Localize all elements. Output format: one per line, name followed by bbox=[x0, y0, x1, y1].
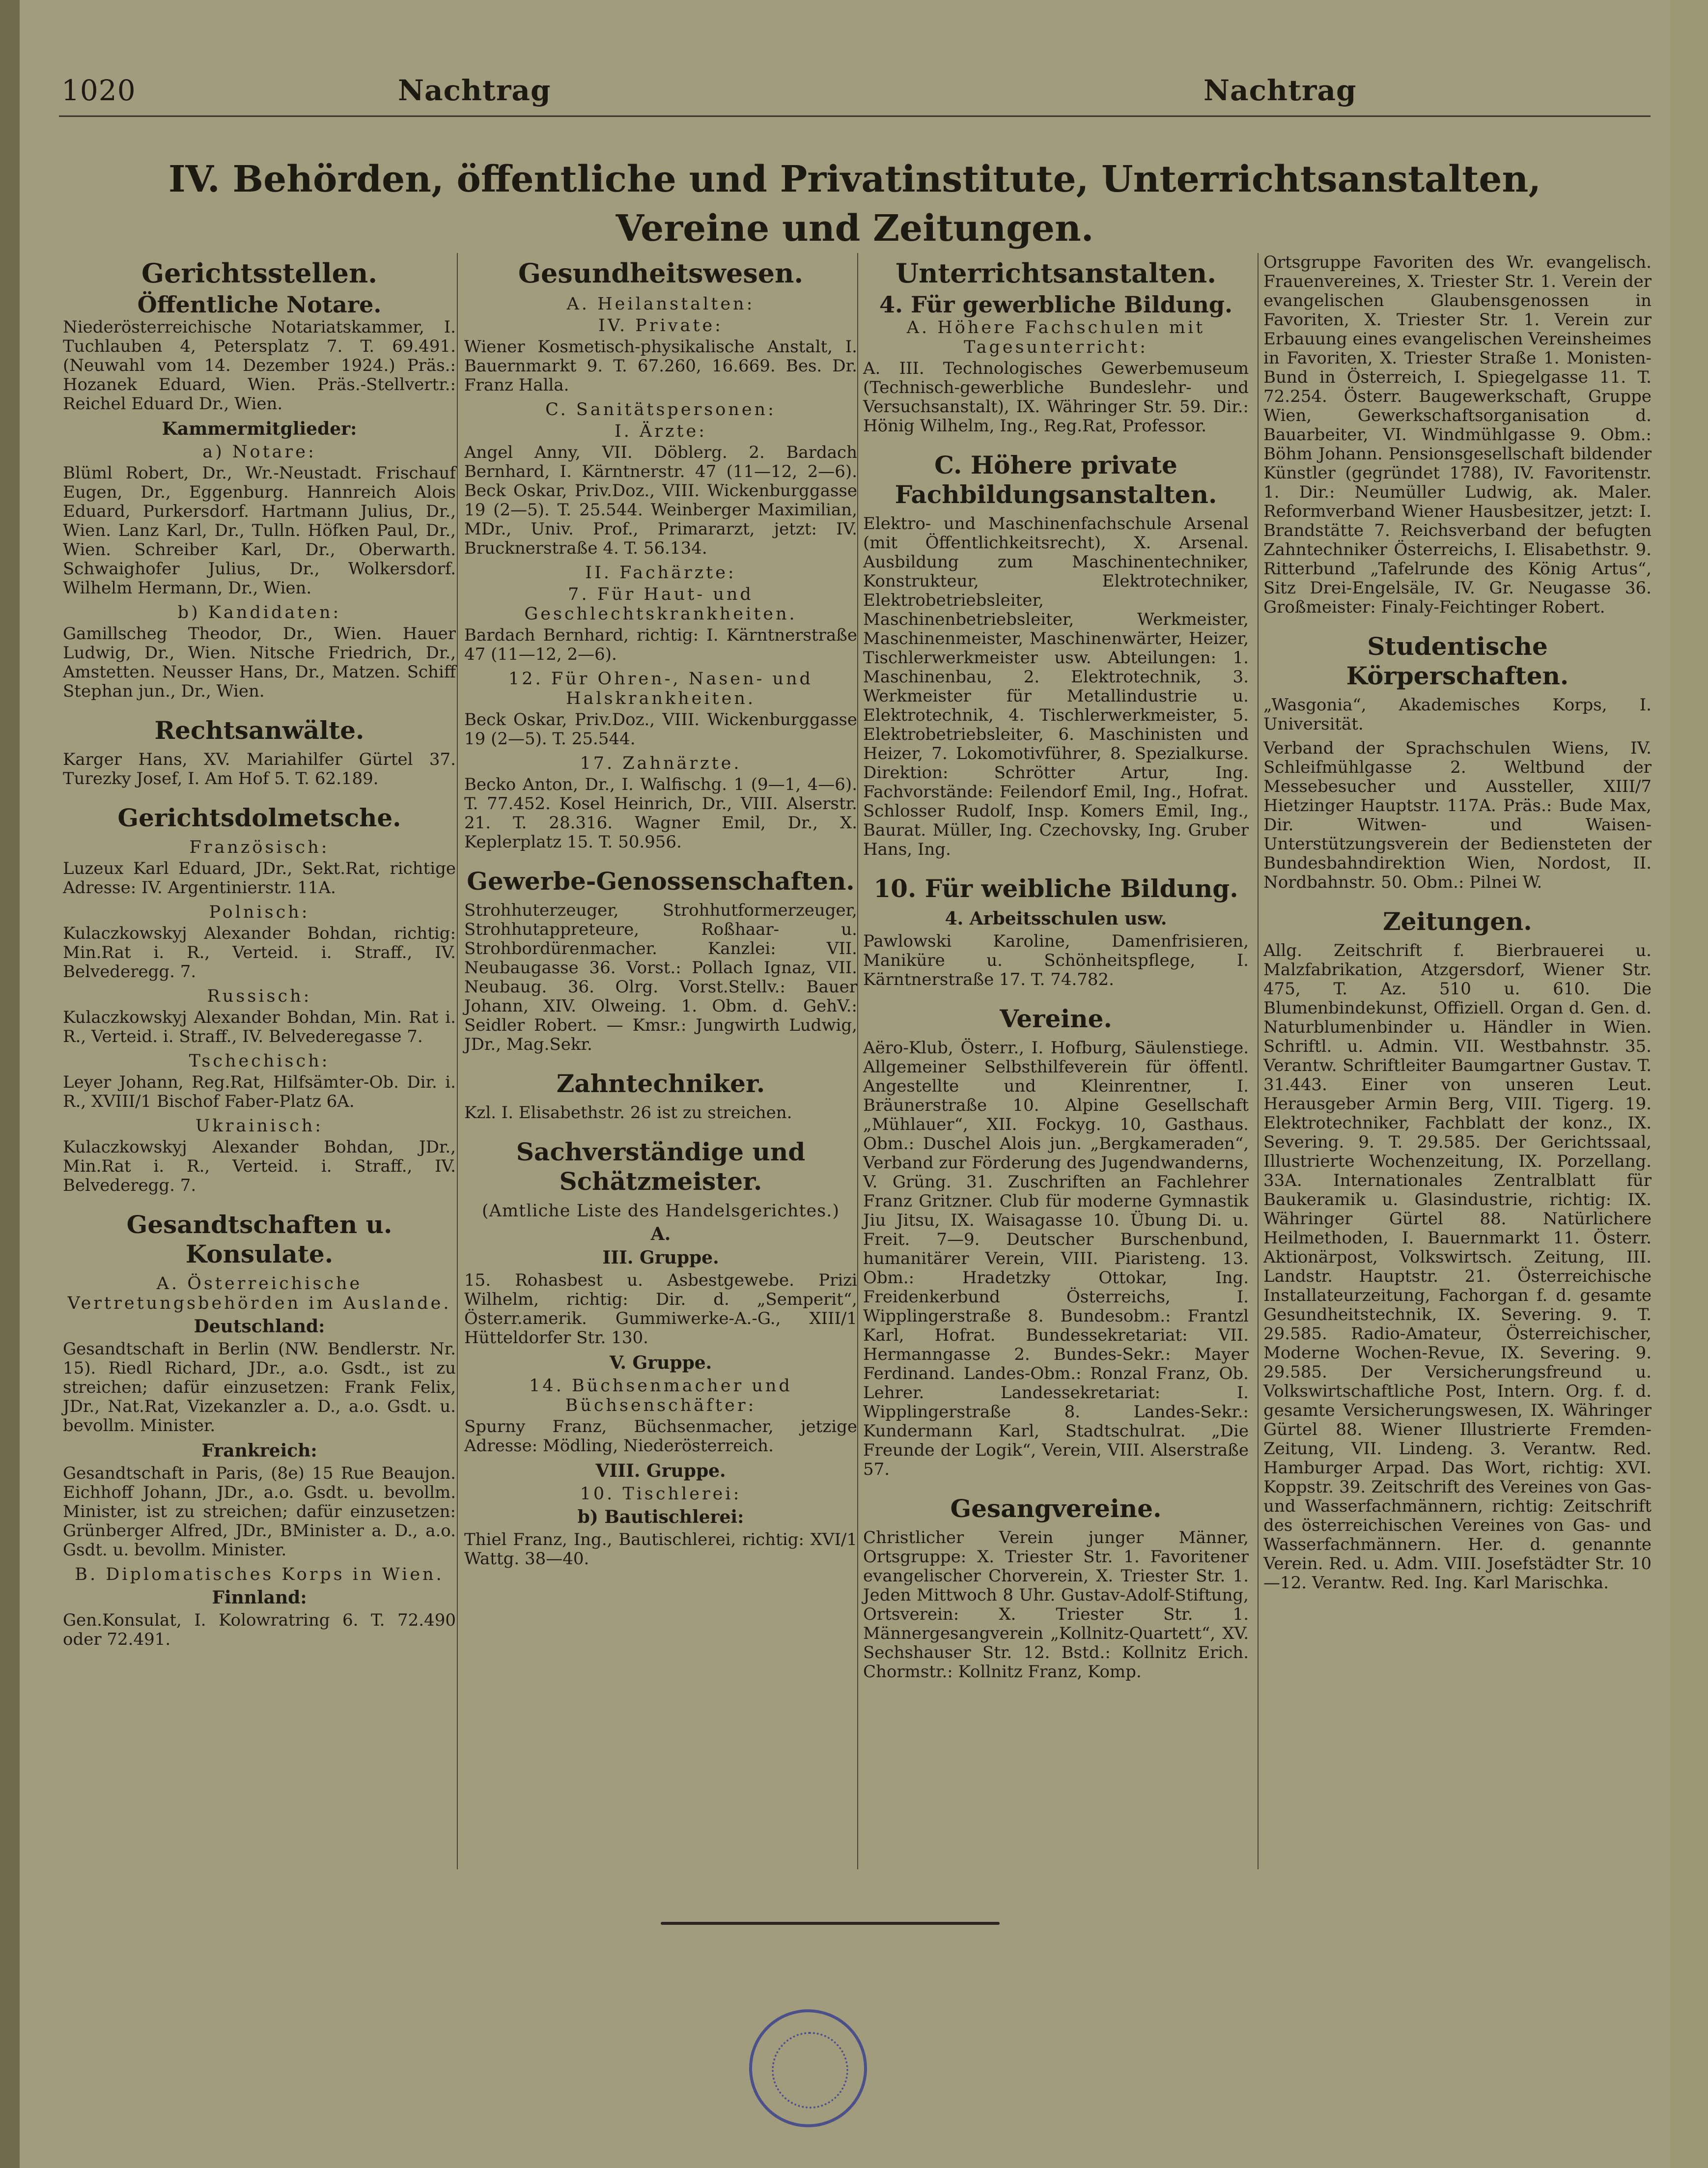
entry-pawlowski: Pawlowski Karoline, Damenfrisieren, Maniküre u. Schönheitspflege, I. Kärntnerstraße 17. T. 74.782. bbox=[863, 931, 1249, 989]
heading-hoehere-private: C. Höhere private Fachbildungsanstalten. bbox=[895, 450, 1217, 509]
entry-zahntechniker: Kzl. I. Elisabethstr. 26 ist zu streichen. bbox=[464, 1103, 792, 1123]
heading-gerichtsdolmetsche: Gerichtsdolmetsche. bbox=[117, 803, 401, 832]
subheading-ohren: 12. Für Ohren-, Nasen- und Halskrankheiten. bbox=[508, 669, 813, 708]
heading-zeitungen: Zeitungen. bbox=[1383, 907, 1532, 936]
list-verbaende: Verband der Sprachschulen Wiens, IV. Schleifmühlgasse 2. Weltbund der Messebesucher und Aussteller, XIII/7 Hietzinger Hauptstr. 117A. Präs.: Bude Max, Dir. Witwen- und Waisen-Unterstützungsverein der Bediensteten der Bundesbahndirektion Wien, Nordost, II. Nordbahnstr. 50. Obm.: Pilnei W. bbox=[1263, 738, 1652, 892]
list-aerzte: Angel Anny, VII. Döblerg. 2. Bardach Bernhard, I. Kärntnerstr. 47 (11—12, 2—6). Beck Oskar, Priv.Doz., VIII. Wickenburggasse 19 (2—5). T. 25.544. Weinberger Maximilian, MDr., Univ. Prof., Primararzt, jetzt: IV. Brucknerstraße 4. T. 56.134. bbox=[464, 443, 857, 558]
entry-elektrofachschule: Elektro- und Maschinenfachschule Arsenal (mit Öffentlichkeitsrecht), X. Arsenal. Ausbildung zum Maschinentechniker, Konstrukteur, Elektrotechniker, Elektrobetriebsleiter, Maschinenbetriebsleiter, Werkmeister, Maschinenmeister, Maschinenwärter, Heizer, Tischlerwerkmeister usw. Abteilungen: 1. Maschinenbau, 2. Elektrotechnik, 3. Werkmeister für Metallindustrie u. Elektrotechnik, 4. Tischlerwerkmeister, 5. Elektrobetriebsleiter, 6. Maschinisten und Heizer, 7. Lokomotivführer, 8. Spezialkurse. Direktion: Schrötter Artur, Ing. Fachvorstände: Feilendorf Emil, Ing., Hofrat. Schlosser Rudolf, Insp. Komers Emil, Ing., Baurat. Müller, Ing. Czechovsky, Ing. Gruber Hans, Ing. bbox=[863, 514, 1249, 859]
subheading-private: IV. Private: bbox=[598, 316, 723, 336]
entry-polnisch: Kulaczkowskyj Alexander Bohdan, richtig: Min.Rat i. R., Verteid. i. Straff., IV. Belvederegg. 7. bbox=[63, 924, 456, 982]
column-3 bbox=[863, 253, 1249, 1687]
subheading-tischlerei: 10. Tischlerei: bbox=[580, 1484, 742, 1504]
column-rule-2 bbox=[857, 253, 858, 1869]
list-zeitungen: Allg. Zeitschrift f. Bierbrauerei u. Malzfabrikation, Atzgersdorf, Wiener Str. 475, T. Az. 510 u. 610. Die Blumenbindekunst, Offiziell. Organ d. Gen. d. Naturblumenbinder u. Händler in Wien. Schriftl. u. Admin. VII. Westbahnstr. 35. Verantw. Schriftleiter Baumgartner Gustav. T. 31.443. Einer von unseren Leut. Herausgeber Armin Berg, VIII. Tigerg. 19. Elektrotechniker, Fachblatt der konz., IX. Severing. 9. T. 29.585. Der Gerichtssaal, Illustrierte Wochenzeitung, IX. Porzellang. 33A. Internationales Zentralblatt für Baukeramik u. Glasindustrie, richtig: IX. Währinger Gürtel 88. Natürlichere Heilmethoden, I. Bauernmarkt 11. Österr. Aktionärpost, Volkswirtsch. Zeitung, III. Landstr. Hauptstr. 21. Österreichische Installateurzeitung, Fachorgan f. d. gesamte Gesundheitstechnik, IX. Severing. 9. T. 29.585. Radio-Amateur, Österreichischer, Moderne Wochen-Revue, IX. Severing. 9. 29.585. Der Versicherungsfreund u. Volkswirtschaftliche Post, Intern. Org. f. d. gesamte Versicherungswesen, IX. Währinger Gürtel 88. Wiener Illustrierte Fremden-Zeitung, VII. Lindeng. 3. Verantw. Red. Hamburger Arpad. Das Wort, richtig: XVI. Koppstr. 39. Zeitschrift des Vereines von Gas- und Wasserfachmännern, richtig: Zeitschrift des österreichischen Vereines von Gas- und Wasserfachmännern. Her. d. genannte Verein. Red. u. Adm. VIII. Josefstädter Str. 10—12. Verantw. Red. Ing. Karl Marischka. bbox=[1263, 941, 1652, 1593]
end-rule bbox=[661, 1922, 1000, 1925]
subheading-bautischlerei: b) Bautischlerei: bbox=[577, 1507, 744, 1527]
heading-notare: Öffentliche Notare. bbox=[137, 291, 382, 318]
column-rule-3 bbox=[1258, 253, 1259, 1869]
entry-russisch: Kulaczkowskyj Alexander Bohdan, Min. Rat i. R., Verteid. i. Straff., IV. Belvederegasse 7. bbox=[63, 1008, 456, 1046]
subheading-A: A. bbox=[650, 1224, 671, 1244]
subheading-franzoesisch: Französisch: bbox=[189, 838, 330, 857]
subheading-haut: 7. Für Haut- und Geschlechtskrankheiten. bbox=[524, 585, 797, 624]
column-1 bbox=[63, 253, 456, 1654]
subheading-buechsenmacher: 14. Büchsenmacher und Büchsenschäfter: bbox=[529, 1376, 792, 1415]
subheading-ukrainisch: Ukrainisch: bbox=[195, 1116, 324, 1136]
page-number: 1020 bbox=[61, 74, 136, 107]
subheading-diplomatisches-korps: B. Diplomatisches Korps in Wien. bbox=[75, 1565, 444, 1584]
column-rule-1 bbox=[457, 253, 458, 1869]
list-rechtsanwaelte: Karger Hans, XV. Mariahilfer Gürtel 37. Turezky Josef, I. Am Hof 5. T. 62.189. bbox=[63, 750, 456, 788]
entry-gewerbemuseum: A. III. Technologisches Gewerbemuseum (Technisch-gewerbliche Bundeslehr- und Versuchsanstalt), IX. Währinger Str. 59. Dir.: Hönig Wilhelm, Ing., Reg.Rat, Professor. bbox=[863, 359, 1249, 436]
subheading-fachaerzte: II. Fachärzte: bbox=[585, 563, 736, 583]
subheading-notare: a) Notare: bbox=[202, 442, 316, 462]
list-kandidaten: Gamillscheg Theodor, Dr., Wien. Hauer Ludwig, Dr., Wien. Nitsche Friedrich, Dr., Amstetten. Neusser Hans, Dr., Matzen. Schiff Stephan jun., Dr., Wien. bbox=[63, 624, 456, 701]
list-vereine-continued: Ortsgruppe Favoriten des Wr. evangelisch. Frauenvereines, X. Triester Str. 1. Verein der evangelischen Glaubensgenossen in Favoriten, X. Triester Str. 1. Verein zur Erbauung eines evangelischen Vereinsheimes in Favoriten, X. Triester Straße 1. Monisten-Bund in Österreich, I. Spiegelgasse 11. T. 72.254. Österr. Baugewerkschaft, Gruppe Wien, Gewerkschaftsorganisation d. Bauarbeiter, VI. Windmühlgasse 9. Obm.: Böhm Johann. Pensionsgesellschaft bildender Künstler (gegründet 1788), IV. Favoritenstr. 1. Dir.: Neumüller Ludwig, ak. Maler. Reformverband Wiener Hausbesitzer, jetzt: I. Brandstätte 7. Reichsverband der befugten Zahntechniker Österreichs, I. Elisabethstr. 9. Ritterbund „Tafelrunde des König Artus“, Sitz Drei-Engelsäle, IV. Gr. Neugasse 36. Großmeister: Finaly-Feichtinger Robert. bbox=[1263, 253, 1652, 617]
column-2 bbox=[464, 253, 857, 1574]
entry-haut: Bardach Bernhard, richtig: I. Kärntnerstraße 47 (11—12, 2—6). bbox=[464, 625, 857, 664]
subheading-arbeitsschulen: 4. Arbeitsschulen usw. bbox=[945, 908, 1167, 929]
list-notare: Blüml Robert, Dr., Wr.-Neustadt. Frischauf Eugen, Dr., Eggenburg. Hannreich Alois Eduard, Purkersdorf. Hartmann Julius, Dr., Wien. Lanz Karl, Dr., Tulln. Höfken Paul, Dr., Wien. Schreiber Karl, Dr., Oberwarth. Schwaighofer Julius, Dr., Wolkersdorf. Wilhelm Hermann, Dr., Wien. bbox=[63, 463, 456, 598]
heading-unterrichtsanstalten: Unterrichtsanstalten. bbox=[895, 257, 1216, 289]
subheading-aerzte: I. Ärzte: bbox=[614, 422, 707, 441]
subheading-oesterr-vertretung: A. Österreichische Vertretungsbehörden im Auslande. bbox=[67, 1274, 451, 1313]
heading-gerichtsstellen: Gerichtsstellen. bbox=[141, 257, 378, 289]
subheading-frankreich: Frankreich: bbox=[201, 1440, 317, 1461]
section-title: IV. Behörden, öffentliche und Privatinstitute, Unterrichtsanstalten, Vereine und Zeitungen. bbox=[168, 158, 1541, 250]
subheading-russisch: Russisch: bbox=[207, 986, 312, 1006]
subheading-gruppe-VIII: VIII. Gruppe. bbox=[595, 1461, 726, 1481]
heading-gesundheitswesen: Gesundheitswesen. bbox=[518, 257, 804, 289]
subheading-gruppe-V: V. Gruppe. bbox=[609, 1352, 712, 1373]
entry-notariatskammer: Niederösterreichische Notariatskammer, I. Tuchlauben 4, Petersplatz 7. T. 69.491. (Neuwahl vom 14. Dezember 1924.) Präs.: Hozanek Eduard, Wien. Präs.-Stellvertr.: Reichel Eduard Dr., Wien. bbox=[63, 317, 456, 414]
page-edge bbox=[1670, 0, 1708, 2168]
heading-vereine: Vereine. bbox=[1000, 1004, 1112, 1033]
heading-gewerbe-genossenschaften: Gewerbe-Genossenschaften. bbox=[467, 867, 855, 896]
heading-gesandtschaften: Gesandtschaften u. Konsulate. bbox=[126, 1210, 392, 1268]
list-zahnaerzte: Becko Anton, Dr., I. Walfischg. 1 (9—1, 4—6). T. 77.452. Kosel Heinrich, Dr., VIII. Alserstr. 21. T. 28.316. Wagner Emil, Dr., X. Keplerplatz 15. T. 50.956. bbox=[464, 775, 857, 852]
subheading-tschechisch: Tschechisch: bbox=[189, 1051, 330, 1071]
entry-kosmetisch: Wiener Kosmetisch-physikalische Anstalt, I. Bauernmarkt 9. T. 67.260, 16.669. Bes. Dr. Franz Halla. bbox=[464, 337, 857, 395]
subheading-heilanstalten: A. Heilanstalten: bbox=[566, 294, 755, 314]
entry-frankreich: Gesandtschaft in Paris, (8e) 15 Rue Beaujon. Eichhoff Johann, JDr., a.o. Gsdt. u. bevollm. Minister, ist zu streichen; dafür einzusetzen: Grünberger Alfred, JDr., BMinister a. D., a.o. Gsdt. u. bevollm. Minister. bbox=[63, 1464, 456, 1560]
subheading-kandidaten: b) Kandidaten: bbox=[177, 603, 341, 622]
entry-finnland: Gen.Konsulat, I. Kolowratring 6. T. 72.490 oder 72.491. bbox=[63, 1610, 456, 1649]
entry-deutschland: Gesandtschaft in Berlin (NW. Bendlerstr. Nr. 15). Riedl Richard, JDr., a.o. Gsdt., ist zu streichen; dafür einzusetzen: Frank Felix, JDr., Nat.Rat, Vizekanzler a. D., a.o. Gsdt. u. bevollm. Minister. bbox=[63, 1339, 456, 1436]
heading-studentische-koerperschaften: Studentische Körperschaften. bbox=[1346, 632, 1569, 690]
entry-gruppe-III: 15. Rohasbest u. Asbestgewebe. Prizi Wilhelm, richtig: Dir. d. „Semperit“, Österr.amerik. Gummiwerke-A.-G., XIII/1 Hütteldorfer Str. 130. bbox=[464, 1270, 857, 1348]
entry-tschechisch: Leyer Johann, Reg.Rat, Hilfsämter-Ob. Dir. i. R., XVIII/1 Bischof Faber-Platz 6A. bbox=[63, 1072, 456, 1111]
heading-kammermitglieder: Kammermitglieder: bbox=[162, 419, 357, 439]
heading-weibliche-bildung: 10. Für weibliche Bildung. bbox=[873, 874, 1238, 903]
subheading-sanitaetspersonen: C. Sanitätspersonen: bbox=[545, 400, 776, 420]
entry-gruppe-V: Spurny Franz, Büchsenmacher, jetzige Adresse: Mödling, Niederösterreich. bbox=[464, 1417, 857, 1456]
entry-franzoesisch: Luzeux Karl Eduard, JDr., Sekt.Rat, richtige Adresse: IV. Argentinierstr. 11A. bbox=[63, 859, 456, 898]
subheading-polnisch: Polnisch: bbox=[209, 902, 310, 922]
library-stamp bbox=[749, 2009, 867, 2127]
heading-zahntechniker: Zahntechniker. bbox=[556, 1069, 765, 1098]
running-header-right: Nachtrag bbox=[1204, 74, 1357, 107]
entry-wasgonia: „Wasgonia“, Akademisches Korps, I. Universität. bbox=[1263, 695, 1652, 734]
entry-ukrainisch: Kulaczkowskyj Alexander Bohdan, JDr., Min.Rat i. R., Verteid. i. Straff., IV. Belvederegg. 7. bbox=[63, 1137, 456, 1195]
page-spine bbox=[0, 0, 20, 2168]
entry-ohren: Beck Oskar, Priv.Doz., VIII. Wickenburggasse 19 (2—5). T. 25.544. bbox=[464, 710, 857, 749]
heading-gesangvereine: Gesangvereine. bbox=[950, 1494, 1162, 1523]
subheading-hoehere-fachschulen: A. Höhere Fachschulen mit Tagesunterricht: bbox=[906, 318, 1205, 357]
entry-strohhut: Strohhuterzeuger, Strohhutformerzeuger, Strohhutappreteure, Roßhaar- u. Strohbordürenmacher. Kanzlei: VII. Neubaugasse 36. Vorst.: Pollach Ignaz, VII. Neubaug. 36. Olrg. Vorst.Stellv.: Bauer Johann, XIV. Olweing. 1. Obm. d. GehV.: Seidler Robert. — Kmsr.: Jungwirth Ludwig, JDr., Mag.Sekr. bbox=[464, 901, 857, 1054]
running-header-left: Nachtrag bbox=[398, 74, 551, 107]
list-vereine: Aëro-Klub, Österr., I. Hofburg, Säulenstiege. Allgemeiner Selbsthilfeverein für öffentl. Angestellte und Kleinrentner, I. Bräunerstraße 10. Alpine Gesellschaft „Mühlauer“, XII. Fockyg. 10, Gasthaus. Obm.: Duschel Alois jun. „Bergkameraden“, Verband zur Förderung des Jugendwanderns, V. Grüng. 31. Zuschriften an Fachlehrer Franz Gritzner. Club für moderne Gymnastik Jiu Jitsu, IX. Waisagasse 10. Übung Di. u. Freit. 7—9. Deutscher Burschenbund, humanitärer Verein, VIII. Piaristeng. 13. Obm.: Hradetzky Ottokar, Ing. Freidenkerbund Österreichs, I. Wipplingerstraße 8. Bundesobm.: Frantzl Karl, Hofrat. Bundessekretariat: VII. Hermanngasse 2. Bundes-Sekr.: Mayer Ferdinand. Landes-Obm.: Ronzal Franz, Ob. Lehrer. Landessekretariat: I. Wipplingerstraße 8. Landes-Sekr.: Kundermann Karl, Stadtschulrat. „Die Freunde der Logik“, Verein, VIII. Alserstraße 57. bbox=[863, 1038, 1249, 1479]
header-rule bbox=[59, 115, 1651, 117]
entry-bautischlerei: Thiel Franz, Ing., Bautischlerei, richtig: XVI/1 Wattg. 38—40. bbox=[464, 1530, 857, 1569]
heading-sachverstaendige: Sachverständige und Schätzmeister. bbox=[516, 1137, 806, 1196]
subheading-finnland: Finnland: bbox=[212, 1587, 307, 1608]
list-gesangvereine: Christlicher Verein junger Männer, Ortsgruppe: X. Triester Str. 1. Favoritener evangelischer Chorverein, X. Triester Str. 1. Jeden Mittwoch 8 Uhr. Gustav-Adolf-Stiftung, Ortsverein: X. Triester Str. 1. Männergesangverein „Kollnitz-Quartett“, XV. Sechshauser Str. 12. Bstd.: Kollnitz Erich. Chormstr.: Kollnitz Franz, Komp. bbox=[863, 1528, 1249, 1682]
subheading-amtliche-liste: (Amtliche Liste des Handelsgerichtes.) bbox=[482, 1201, 840, 1221]
subheading-deutschland: Deutschland: bbox=[194, 1316, 325, 1337]
subheading-gruppe-III: III. Gruppe. bbox=[602, 1247, 719, 1268]
column-4 bbox=[1263, 253, 1652, 1598]
heading-rechtsanwaelte: Rechtsanwälte. bbox=[154, 716, 364, 745]
subheading-zahnaerzte: 17. Zahnärzte. bbox=[580, 754, 742, 773]
heading-gewerbliche-bildung: 4. Für gewerbliche Bildung. bbox=[879, 291, 1233, 318]
